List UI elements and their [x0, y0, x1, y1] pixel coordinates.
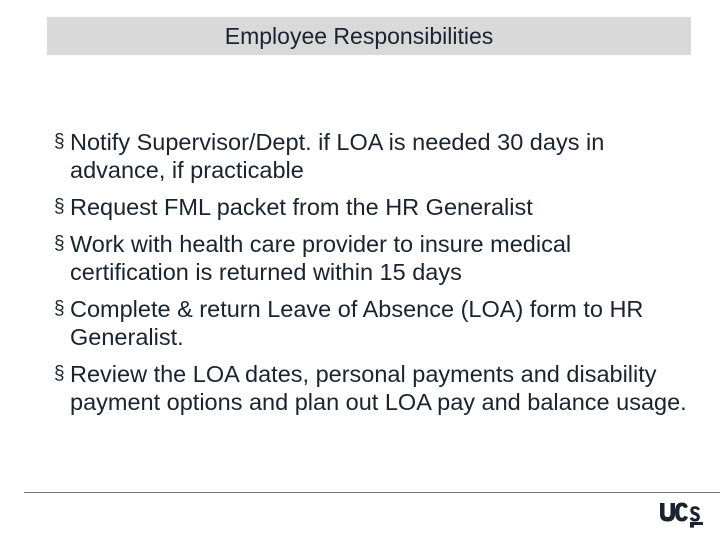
bullet-text: Request FML packet from the HR Generalist — [70, 194, 533, 220]
bullet-text: Review the LOA dates, personal payments and disability payment options and plan out LOA pay and balance usage. — [70, 361, 687, 415]
bullet-text: Work with health care provider to insure medical certification is returned within 15 days — [70, 231, 572, 285]
bullet-list — [54, 128, 688, 425]
bullet-marker-icon: § — [54, 131, 65, 152]
ucsf-logo — [659, 500, 703, 528]
bullet-item-4 — [54, 295, 688, 351]
bullet-marker-icon: § — [54, 233, 65, 254]
slide-title-bar — [47, 17, 691, 55]
bullet-item-1 — [54, 128, 688, 184]
bullet-item-3 — [54, 230, 688, 286]
bullet-marker-icon: § — [54, 196, 65, 217]
bullet-marker-icon: § — [54, 298, 65, 319]
footer-divider — [24, 492, 720, 493]
bullet-item-2 — [54, 193, 688, 221]
bullet-text: Complete & return Leave of Absence (LOA) form to HR Generalist. — [70, 296, 644, 350]
bullet-item-5 — [54, 360, 688, 416]
slide-title: Employee Responsibilities — [224, 22, 494, 49]
bullet-marker-icon: § — [54, 363, 65, 384]
bullet-text: Notify Supervisor/Dept. if LOA is needed 30 days in advance, if practicable — [70, 129, 605, 183]
